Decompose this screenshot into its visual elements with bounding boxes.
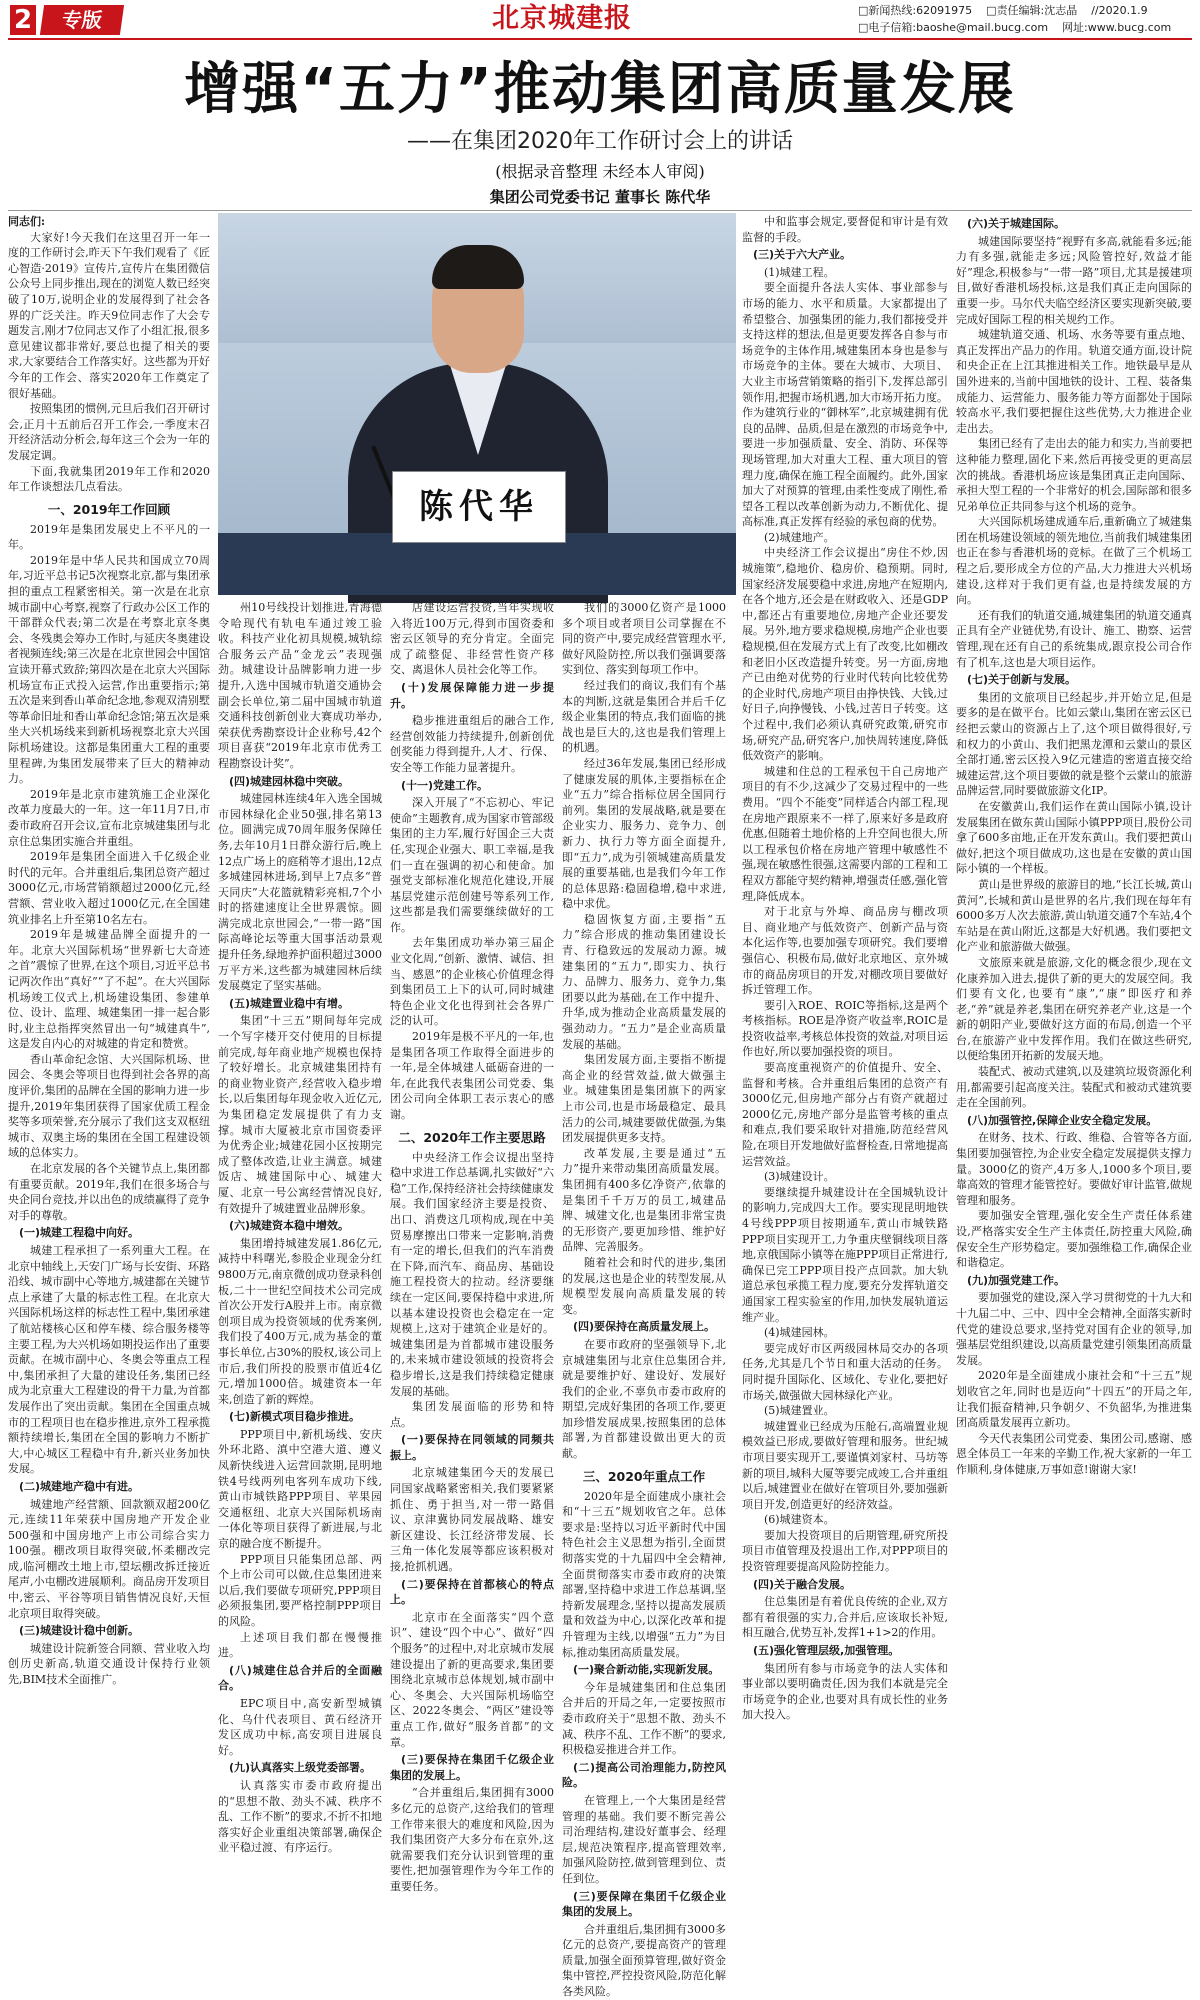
subsection-heading: (四)关于融合发展。 (753, 1577, 852, 1591)
paragraph: 要继续提升城建设计在全国城轨设计的影响力,完成四大工作。要实现昆明地铁4号线PPP项目按期通车,黄山市城铁路PPP项目实现开工,力争重庆壁铜线项目落地,京俄国际小镇等在施PPP项目正常进行,确保已完工PPP项目投产点回款。加大轨道总承包承揽工程力度,要充分发挥轨道交通国家工程实验室的作用,加快发展轨道运维产业。 (742, 1185, 948, 1324)
paragraph: (1)城建工程。 (764, 265, 835, 279)
paragraph: 要高度重视资产的价值提升、安全、监督和考核。合并重组后集团的总资产有3000亿元,但房地产部分占有资产就超过2000亿元,房地产部分是监管考核的重点和难点,我们要采取针对措施,防范经营风险,在项目开发地做好监督检查,日常地提高运营效益。 (742, 1061, 948, 1168)
paragraph: 对于北京与外埠、商品房与棚改项目、商业地产与低效资产、创新产品与资本化运作等,也要加强专项研究。我们要增强信心、积极布局,做好北京地区、京外城市的商品房项目的开发,对棚改项目要做好拆迁管理工作。 (742, 905, 948, 997)
subsection-heading: (三)要保持在集团千亿级企业集团的发展上。 (390, 1753, 554, 1782)
paragraph: 今年是城建集团和住总集团合并后的开局之年,一定要按照市委市政府关于“思想不散、劲头不减、秩序不乱、工作不断”的要求,积极稳妥推进合并工作。 (562, 1680, 726, 1757)
paragraph: 集团已经有了走出去的能力和实力,当前要把这种能力整理,固化下来,然后再接受更的更高层次的挑战。香港机场应该是集团真正走向国际、承担大型工程的一个非常好的机会,国际部和很多兄弟单位正共同参与这个机场的竞争。 (956, 437, 1192, 513)
subsection-heading: (一)聚合新动能,实现新发展。 (573, 1663, 720, 1677)
section-heading: 二、2020年工作主要思路 (398, 1129, 546, 1145)
section-heading: 一、2019年工作回顾 (47, 501, 171, 517)
paragraph: (3)城建设计。 (764, 1170, 835, 1184)
paragraph: 黄山是世界级的旅游目的地,“长江长城,黄山黄河”,长城和黄山是世界的名片,我们现在每年有6000多万人次去旅游,黄山轨道交通7个车站,4个车站是在黄山附近,这都是大好机遇。我们要把文化产业和旅游做大做强。 (956, 877, 1192, 954)
speaker-photo (218, 213, 736, 595)
subsection-heading: (二)提高公司治理能力,防控风险。 (562, 1760, 726, 1790)
paragraph: 在财务、技术、行政、维稳、合管等各方面,集团要加强管控,为企业安全稳定发展提供支撑力量。3000亿的资产,4万多人,1000多个项目,要靠高效的管理才能管控好。要做好审计监管,做规管理和服务。 (956, 1131, 1192, 1207)
paragraph: 去年集团成功举办第三届企业文化周,“创新、激情、诚信、担当、感恩”的企业核心价值理念得到集团员工上下的认可,同时城建特色企业文化也得到社会各界广泛的认可。 (390, 936, 554, 1028)
paragraph: 2019年是城建品牌全面提升的一年。北京大兴国际机场“世界新七大奇迹之首”震惊了世界,在这个项目,习近平总书记两次作出“真好”“了不起”。在大兴国际机场竣工仪式上,机场建设集团、参建单位、设计、监理、城建集团一排一起合影时,业主总指挥突然冒出一句“城建真牛”,这是发自内心的对城建的肯定和赞赏。 (8, 928, 210, 1051)
subsection-heading: (六)关于城建国际。 (967, 217, 1066, 230)
subsection-heading: (二)要保持在首都核心的特点上。 (390, 1577, 554, 1607)
subsection-heading: (十)发展保障能力进一步提升。 (390, 680, 554, 710)
paragraph: (5)城建置业。 (764, 1404, 835, 1418)
paragraph: 按照集团的惯例,元旦后我们召开研讨会,正月十五前后召开工作会,一季度末召开经济活动分析会,每年这三个会为一年的发展定调。 (8, 402, 210, 462)
paragraph: 2019年是集团发展史上不平凡的一年。 (8, 522, 210, 552)
paragraph: 今天代表集团公司党委、集团公司,感谢、感恩全体员工一年来的辛勤工作,祝大家新的一年工作顺利,身体健康,万事如意!谢谢大家! (956, 1431, 1192, 1476)
paragraph: 中和监事会规定,要督促和审计是有效监督的手段。 (742, 215, 948, 244)
hotline: □新闻热线:62091975 (858, 4, 973, 17)
paragraph: 城建设计院新签合同额、营业收入均创历史新高,轨道交通设计保持行业领先,BIM技术全面推广。 (8, 1641, 210, 1687)
paragraph: 城建和住总的工程承包干自己房地产项目的有不少,这减少了交易过程中的一些费用。“四个不能变”同样适合内部工程,现在房地产跟原来不一样了,原来好多是政府优惠,但随着土地价格的上升空间也很大,所以工程承包价格在房地产管理中敏感性不强,现在敏感性很强,这需要内部的工程和工程双方都能守契约精神,增强责任感,强化管理,降低成本。 (742, 764, 948, 903)
paragraph: 要完成好市区两级园林局交办的各项任务,尤其是几个节日和重大活动的任务。同时提升国际化、区域化、专业化,要把好市场关,做强做大园林绿化产业。 (742, 1341, 948, 1402)
page-number: 2 (10, 5, 36, 35)
subsection-heading: (一)要保持在同领域的同频共振上。 (390, 1433, 554, 1462)
paragraph: 改革发展,主要是通过“五力”提升来带动集团高质量发展。集团拥有400多亿净资产,依靠的是集团千千万万的员工,城建品牌、城建文化,也是集团非常宝贵的无形资产,要更加珍惜、维护好品牌、完善服务。 (562, 1146, 726, 1254)
paragraph: 认真落实市委市政府提出的“思想不散、劲头不减、秩序不乱、工作不断”的要求,不折不扣地落实好企业重组决策部署,确保企业平稳过渡、有序运行。 (218, 1778, 382, 1855)
paragraph: 北京市在全面落实“四个意识”、建设“四个中心”、做好“四个服务”的过程中,对北京城市发展建设提出了新的更高要求,集团要围绕北京城市总体规划,城市副中心、冬奥会、大兴国际机场临空区、2022冬奥会、“两区”建设等重点工作,做好“服务首都”的文章。 (390, 1610, 554, 1749)
subheadline: ——在集团2020年工作研讨会上的讲话 (407, 129, 793, 154)
paragraph: “合并重组后,集团拥有3000多亿元的总资产,这给我们的管理工作带来很大的难度和风险,因为我们集团资产大多分布在京外,这就需要我们充分认识到管理的重要性,把加强管理作为今年工作的重要任务。 (390, 1786, 554, 1893)
paragraph: 店建设运营投资,当年实现收入将近100万元,得到市国资委和密云区领导的充分肯定。全面完成了疏整促、非经营性资产移交、离退休人员社会化等工作。 (390, 601, 554, 677)
subsection-heading: (七)关于创新与发展。 (967, 673, 1077, 687)
paragraph: 香山革命纪念馆、大兴国际机场、世园会、冬奥会等项目也得到社会各界的高度评价,集团的品牌在全国的影响力进一步提升,2019年集团获得了国家优质工程金奖等多项荣誉,充分展示了我们这支双枢纽城市、双奥主场的集团在全国工程建设领域的总体实力。 (8, 1052, 210, 1160)
section-tag: 专版 (40, 5, 124, 35)
paragraph: 上述项目我们都在慢慢推进。 (218, 1630, 382, 1660)
subsection-heading: (四)城建园林稳中突破。 (229, 774, 350, 788)
paragraph: (6)城建资本。 (764, 1513, 835, 1527)
subsection-heading: (五)强化管理层级,加强管理。 (753, 1644, 900, 1658)
paragraph: 城建置业已经成为压舱石,高端置业规模效益已形成,要做好管理和服务。世纪城市项目要实现开工,要谨慎刘家村、马坊等新的项目,城科大厦等要完成竣工,合并重组以后,城建置业在做好在管项目外,要加强新项目开发,创造更好的经济效益。 (742, 1419, 948, 1511)
paragraph: 随着社会和时代的进步,集团的发展,这也是企业的转型发展,从规模型发展向高质量发展的转变。 (562, 1255, 726, 1316)
newspaper-name: 北京城建报 (492, 3, 632, 34)
paragraph: 中央经济工作会议提出“房住不炒,因城施策”,稳地价、稳房价、稳预期。同时,国家经济发展要稳中求进,房地产在短期内,在各个地方,还会是在财政收入、还是GDP中,都还占有重要地位,房地产企业还要发展。另外,地方要求稳规模,房地产企业也要稳规模,但在发展方式上有了改变,比如棚改和老旧小区改造提升转变。另一方面,房地产已由绝对优势的行业时代转向比较优势的企业时代,房地产项目由挣快钱、大钱,过好日子,向挣慢钱、小钱,过苦日子转变。这个过程中,我们必须认真研究政策,研究市场,研究产品,研究客户,加快周转速度,降低低效资产的影响。 (742, 546, 948, 763)
subsection-heading: (六)城建资本稳中增效。 (229, 1219, 350, 1233)
paragraph: 要加大投资项目的后期管理,研究所投项目市值管理及投退出工作,对PPP项目的投资管理要提高风险防控能力。 (742, 1528, 948, 1574)
subsection-heading: (八)城建住总合并后的全面融合。 (218, 1663, 382, 1693)
nameplate: 陈代华 (392, 471, 566, 543)
paragraph: 文旅原来就是旅游,文化的概念很少,现在文化康养加入进去,提供了新的更大的发展空间。我们要有文化,也要有“康”,“康”即医疗和养老,“养”就是养老,集团在研究养老产业,这是一个新的朝阳产业,要做好这方面的布局,创造一个平台,在旅游产业中发挥作用。我们在做这些研究,以便给集团开拓新的发展天地。 (956, 955, 1192, 1063)
paragraph: (2)城建地产。 (764, 530, 835, 544)
paragraph: 中央经济工作会议提出坚持稳中求进工作总基调,扎实做好“六稳”工作,保持经济社会持续健康发展。我们国家经济主要是投资、出口、消费这几项构成,现在中美贸易摩擦出口带来一定影响,消费有一定的增长,但我们的汽车消费在下降,而汽车、商品房、基础设施工程投资大的拉动。经济要继续在一定区间,要保持稳中求进,所以基本建设投资也会稳定在一定规模上,这对于建筑企业是好的。城建集团是为首都城市建设服务的,未来城市建设领域的投资将会稳步增长,这是我们持续稳定健康发展的基础。 (390, 1150, 554, 1398)
paragraph: 集团增持城建发展1.86亿元,减持中科曙光,参股企业现金分红9800万元,南京微创成功登录科创板,二十一世纪空间技术公司完成首次公开发行A股并上市。南京微创项目成为投资领域的优秀案例,我们投了400万元,成为基金的董事长单位,占30%的股权,该公司上市后,我们所投的股票市值近4亿元,增加1000倍。城建资本一年来,创造了新的辉煌。 (218, 1236, 382, 1406)
paragraph: 在要市政府的坚强领导下,北京城建集团与北京住总集团合并,就是要维护好、建设好、发展好我们的企业,不辜负市委市政府的期望,完成好集团的各项工作,要更加珍惜发展成果,按照集团的总体部署,为首都建设做出更大的贡献。 (562, 1337, 726, 1461)
header-separator (8, 210, 1192, 211)
paragraph: 2019年是集团全面进入千亿级企业时代的元年。合并重组后,集团总资产超过3000亿元,市场营销额超过2000亿元,经营额、营业收入超过1000亿元,在全国建筑业排名上升至第10名左右。 (8, 850, 210, 926)
byline: 集团公司党委书记 董事长 陈代华 (489, 188, 711, 206)
paragraph: 还有我们的轨道交通,城建集团的轨道交通真正具有全产业链优势,有设计、施工、勘察、运营管理,现在还有自己的系统集成,跟京投公司合作有了机车,这也是大项目运作。 (956, 608, 1192, 669)
editor: □责任编辑:沈志晶 (986, 4, 1078, 17)
paragraph: 要引入ROE、ROIC等指标,这是两个考核指标。ROE是净资产收益率,ROIC是投资收益率,考核总体投资的效益,对项目运作也好,所以要加强投资的项目。 (742, 998, 948, 1059)
article-column-4 (562, 600, 726, 1999)
paragraph: 我们的3000亿资产是1000多个项目或者项目公司掌握在不同的资产中,要完成经营管理水平,做好风险防控,所以我们强调要落实到位、落实到每项工作中。 (562, 601, 726, 677)
paragraph: 在管理上,一个大集团是经营管理的基础。我们要不断完善公司治理结构,建设好董事会、经理层,规范决策程序,提高管理效率,加强风险防控,做到管理到位、责任到位。 (562, 1793, 726, 1885)
paragraph: 装配式、被动式建筑,以及建筑垃圾资源化利用,都需要引起高度关注。装配式和被动式建筑要走在全国前列。 (956, 1065, 1192, 1110)
paragraph: 2019年是中华人民共和国成立70周年,习近平总书记5次视察北京,都与集团承担的重点工程紧密相关。第一次是在北京城市副中心考察,视察了行政办公区工作的干部群众代表;第二次是在考察北京冬奥会、冬残奥会筹办工作时,与延庆冬奥建设者视频连线;第三次是在北京世园会中国馆宣读开幕式致辞;第四次是在北京大兴国际机场宣布正式投入运营,作出重要指示;第五次是来到香山革命纪念地,参观双清别墅等革命旧址和香山革命纪念馆;第五次是乘坐大兴机场线来到新机场视察北京大兴国际机场建设。这都是集团重大工程的重要里程碑,为集团发展带来了巨大的精神动力。 (8, 553, 210, 786)
subsection-heading: (九)认真落实上级党委部署。 (229, 1761, 372, 1775)
headline: 增强“五力”推动集团高质量发展 (184, 57, 1016, 122)
paragraph: 合并重组后,集团拥有3000多亿元的总资产,要提高资产的管理质量,加强全面预算管理,做好资金集中管控,严控投资风险,防范化解各类风险。 (562, 1922, 726, 1999)
paragraph: 大兴国际机场建成通车后,重新确立了城建集团在机场建设领域的领先地位,当前我们城建集团也正在参与香港机场的竞标。在做了三个机场工程之后,要形成全方位的产品,大力推进大兴机场建设,这样对于我们更有益,也是持续发展的方向。 (956, 515, 1192, 607)
paragraph: 稳固恢复方面,主要指“五力”综合形成的推动集团建设长青、行稳致远的发展动力源。城建集团的“五力”,即实力、执行力、品牌力、服务力、竞争力,集团要以此为基础,在工作中提升、升华,成为推动企业高质量发展的强劲动力。“五力”是企业高质量发展的基础。 (562, 912, 726, 1051)
subsection-heading: (五)城建置业稳中有增。 (229, 996, 350, 1010)
paragraph: 2019年是极不平凡的一年,也是集团各项工作取得全面进步的一年,是全体城建人砥砺奋进的一年,在此我代表集团公司党委、集团公司向全体职工表示衷心的感谢。 (390, 1030, 554, 1121)
paragraph: 北京城建集团今天的发展已同国家战略紧密相关,我们要紧紧抓住、勇于担当,对一带一路倡议、京津冀协同发展战略、雄安新区建设、长江经济带发展、长三角一体化发展等都应该积极对接,抢抓机遇。 (390, 1466, 554, 1574)
paragraph: 集团发展面临的形势和特点。 (390, 1400, 554, 1429)
editor-note: (根据录音整理 未经本人审阅) (495, 162, 705, 181)
subsection-heading: (四)要保持在高质量发展上。 (573, 1320, 716, 1334)
paragraph: 集团发展方面,主要指不断提高企业的经营效益,做大做强主业。城建集团是集团旗下的两家上市公司,也是市场最稳定、最具活力的公司,城建要做优做强,为集团发展提供更多支持。 (562, 1053, 726, 1145)
paragraph: 要全面提升各法人实体、事业部参与市场的能力、水平和质量。大家都提出了希望整合、加强集团的能力,我们都接受并支持这样的想法,但是更要发挥各自参与市场竞争的主体作用,城建集团本身也是参与市场竞争的主体。要在大城市、大项目、大业主市场营销策略的指引下,发挥总部引领作用,把握市场机遇,加大市场开拓力度。作为建筑行业的“御林军”,北京城建拥有优良的品牌、品质,但是在激烈的市场竞争中,要进一步加强质量、安全、消防、环保等现场管理,加大对重大工程、重大项目的管理力度,确保在施工程全面履约。此外,国家加大了对预算的管理,由柔性变成了刚性,希望各工程以改革创新为动力,不断优化、提高标准,真正发挥有经验的承包商的优势。 (742, 281, 948, 529)
paragraph: 经过我们的商议,我们有个基本的判断,这就是集团合并后千亿级企业集团的特点,我们面临的挑战也是巨大的,这也是我们管理上的机遇。 (562, 678, 726, 755)
paragraph: 住总集团是有着优良传统的企业,双方都有着很强的实力,合并后,应该取长补短,相互融合,优势互补,发挥1+1>2的作用。 (742, 1595, 948, 1640)
paragraph: 集团“十三五”期间每年完成一个写字楼开交付使用的目标提前完成,每年商业地产规模也保持了较好增长。北京城建集团持有的商业物业资产,经营收入稳步增长,以后集团每年现金收入近亿元,为集团稳定发展提供了有力支撑。城市大厦被北京市国资委评为优秀企业;城建花园小区按期完成了整体改造,让业主满意。城建饭店、城建国际中心、城建大厦、北京一号公寓经营情况良好,有效提升了城建置业品牌形象。 (218, 1014, 382, 1215)
paragraph: 城建轨道交通、机场、水务等要有重点地、真正发挥出产品力的作用。轨道交通方面,设计院和央企正在上江其推进相关工作。地铁最早是从国外进来的,当前中国地铁的设计、工程、装备集成能力、运营能力、服务能力等方面都处于国际较高水平,我们要把握住这些优势,大力推进企业走出去。 (956, 328, 1192, 435)
paragraph: 2019年是北京市建筑施工企业深化改革力度最大的一年。这一年11月7日,市委市政府召开会议,宣布北京城建集团与北京住总集团实施合并重组。 (8, 787, 210, 848)
website[interactable]: 网址:www.bucg.com (1062, 21, 1172, 34)
paragraph: 2020年是全面建成小康社会和“十三五”规划收官之年,同时也是迈向“十四五”的开局之年,让我们振奋精神,只争朝夕、不负韶华,为推进集团高质量发展再立新功。 (956, 1369, 1192, 1430)
paragraph: 城建工程承担了一系列重大工程。在北京中轴线上,天安门广场与长安街、环路沿线、城市副中心等地方,城建都在关键节点上承建了大量的标志性工程。在北京大兴国际机场这样的标志性工程中,集团承建了航站楼核心区和停车楼、综合服务楼等主要工程,为大兴机场如期投运作出了重要贡献。在城市副中心、冬奥会等重点工程中,集团承担了大量的建设任务,集团已经成为北京重大工程建设的骨干力量,为首都发展作出了突出贡献。集团在全国重点城市的工程项目也在稳步推进,京外工程承揽额持续增长,集团在全国的影响力不断扩大,中心城区工程稳中有升,新兴业务加快发展。 (8, 1244, 210, 1476)
paragraph: 要加强党的建设,深入学习贯彻党的十九大和十九届二中、三中、四中全会精神,全面落实新时代党的建设总要求,坚持党对国有企业的领导,加强基层党组织建设,以高质量党建引领集团高质量发展。 (956, 1291, 1192, 1367)
subsection-heading: (三)要保障在集团千亿级企业集团的发展上。 (562, 1889, 726, 1919)
paragraph: 深入开展了“不忘初心、牢记使命”主题教育,成为国家市管部级集团的主力军,履行好国企三大责任,实现企业强大、职工幸福,是我们一直在强调的初心和使命。加强党支部标准化规范化建设,开展基层党建示范创建号等系列工作,这些都是我们需要继续做好的工作。 (390, 796, 554, 934)
paragraph: PPP项目只能集团总部、两个上市公司可以做,住总集团进来以后,我们要做专项研究,PPP项目必须报集团,要严格控制PPP项目的风险。 (218, 1552, 382, 1628)
paragraph: 2020年是全面建成小康社会和“十三五”规划收官之年。总体要求是:坚持以习近平新时代中国特色社会主义思想为指引,全面贯彻落实党的十九届四中全会精神,全面贯彻落实市委市政府的决策部署,坚持稳中求进工作总基调,坚持新发展理念,坚持以提高发展质量和效益为中心,以深化改革和提升管理为主线,以增强“五力”为目标,推动集团高质量发展。 (562, 1489, 726, 1659)
article-column-2 (218, 600, 382, 1855)
header-meta (858, 2, 1185, 36)
subsection-heading: (八)加强管控,保障企业安全稳定发展。 (967, 1113, 1158, 1127)
issue-date: //2020.1.9 (1091, 4, 1148, 17)
paragraph: 集团的文旅项目已经起步,并开始立足,但是要多的是在做平台。比如云蒙山,集团在密云区已经把云蒙山的资源占上了,这个项目做得很好,亏和权力的小黄山、我们把黑龙潭和云蒙山的景区全部打通,密云区投入9亿元建造的密道直接交给城建运营,这个项目要做的就是整个云蒙山的旅游品牌运营,同时要做旅游文化IP。 (956, 690, 1192, 798)
paragraph: 稳步推进重组后的融合工作,经营创效能力持续提升,创新创优创奖能力得到提升,人才、行保、安全等工作能力显著提升。 (390, 714, 554, 774)
subsection-heading: (三)关于六大产业。 (753, 248, 852, 262)
salutation: 同志们: (8, 215, 46, 228)
paragraph: PPP项目中,新机场线、安庆外环北路、滇中空港大道、遵义凤新快线进入运营回款期,昆明地铁4号线两列电客列车成功下线,黄山市城铁路PPP项目、苹果园交通枢纽、北京大兴国际机场南一体化等项目获得了新进展,与北京的融合度不断提升。 (218, 1427, 382, 1551)
header-rule (8, 38, 1192, 40)
article-column-1 (8, 214, 210, 1702)
subsection-heading: (七)新模式项目稳步推进。 (229, 1410, 361, 1424)
paragraph: (4)城建园林。 (764, 1326, 835, 1340)
paragraph: 在安徽黄山,我们运作在黄山国际小镇,设计发展集团在做东黄山国际小镇PPP项目,股份公司拿了600多亩地,正在开发东黄山。我们要把黄山做好,把这个项目做成功,这也是在安徽的黄山国际小镇的一个样板。 (956, 799, 1192, 876)
paragraph: 州10号线投计划推进,青海德令哈现代有轨电车通过竣工验收。科技产业化初具规模,城轨综合服务云产品“金龙云”表现强劲。城建设计品牌影响力进一步提升,入选中国城市轨道交通协会副会长单位,第二届中国城市轨道交通科技创新创业大赛成功举办,荣获优秀勘察设计企业称号,42个项目喜获“2019年北京市优秀工程勘察设计奖”。 (218, 601, 382, 770)
article-column-3 (390, 600, 554, 1893)
subsection-heading: (十一)党建工作。 (401, 778, 489, 792)
subsection-heading: (九)加强党建工作。 (967, 1273, 1066, 1287)
paragraph: 经过36年发展,集团已经形成了健康发展的肌体,主要指标在企业“五力”综合指标位居全国同行前列。集团的发展战略,就是要在企业实力、服务力、竞争力、创新力、执行力等方面全面提升,即“五力”,成为引领城建高质量发展的重要基础,也是我们今年工作的总体思路:稳固稳增,稳中求进,稳中求优。 (562, 756, 726, 911)
paragraph: 城建园林连续4年入选全国城市园林绿化企业50强,排名第13位。圆满完成70周年服务保障任务,去年10月1日群众游行后,晚上12点广场上的庭稍等才退出,12点多城建园林进场,到早上7点多“普天同庆”大花篮就精彩亮相,7个小时的搭建速度让全世界震惊。圆满完成北京世园会,“一带一路”国际高峰论坛等重大国事活动景观提升任务,绿地养护面积超过3000万平方米,这些都为城建园林后续发展奠定了坚实基础。 (218, 792, 382, 993)
paragraph: EPC项目中,高安新型城镇化、乌什代表项目、黄石经济开发区成功中标,高安项目进展良好。 (218, 1696, 382, 1757)
paragraph: 大家好!今天我们在这里召开一年一度的工作研讨会,昨天下午我们观看了《匠心智造·2019》宣传片,宣传片在集团微信公众号上同步推出,现在的浏览人数已经突破了10万,说明企业的发展得到了社会各界的广泛关注。昨天9位同志作了大会专题发言,刚才7位同志又作了小组汇报,很多意见建议都非常好,要总也提了相关的要求,大家要结合工作落实好。这些都为开好今年的工作会、落实2020年工作奠定了很好基础。 (8, 230, 210, 400)
article-column-5 (742, 214, 948, 1722)
page-header (0, 0, 1200, 38)
subsection-heading: (一)城建工程稳中向好。 (19, 1226, 140, 1240)
subsection-heading: (三)城建设计稳中创新。 (19, 1624, 140, 1638)
paragraph: 在北京发展的各个关键节点上,集团都有重要贡献。2019年,我们在很多场合与央企同台竞技,并以出色的成绩赢得了竞争对手的尊敬。 (8, 1162, 210, 1222)
paragraph: 城建国际要坚持“视野有多高,就能看多远;能力有多强,就能走多远;风险管控好,效益才能好”理念,积极参与“一带一路”项目,尤其是援建项目,做好香港机场投标,这是我们真正走向国际的重要一步。马尔代夫临空经济区要实现新突破,要完成好国际工程的相关规约工作。 (956, 234, 1192, 326)
paragraph: 集团所有参与市场竞争的法人实体和事业部以要明确责任,因为我们本就是完全市场竞争的企业,也要对具有成长性的业务加大投入。 (742, 1661, 948, 1722)
paragraph: 城建地产经营额、回款额双超200亿元,连续11年荣获中国房地产开发企业500强和中国房地产上市公司综合实力100强。棚改项目取得突破,怀柔棚改完成,临河棚改土地上市,望坛棚改拆迁接近尾声,小屯棚改进展顺利。商品房开发项目中,密云、平谷等项目销售情况良好,天恒北京项目取得突破。 (8, 1497, 210, 1620)
email[interactable]: □电子信箱:baoshe@mail.bucg.com (858, 21, 1049, 34)
paragraph: 要加强安全管理,强化安全生产责任体系建设,严格落实安全生产主体责任,防控重大风险,确保安全生产形势稳定。要加强维稳工作,确保企业和谐稳定。 (956, 1209, 1192, 1270)
section-heading: 三、2020年重点工作 (582, 1468, 706, 1484)
article-column-6 (956, 214, 1192, 1702)
subsection-heading: (二)城建地产稳中有进。 (19, 1479, 140, 1493)
paragraph: 下面,我就集团2019年工作和2020年工作谈想法几点看法。 (8, 464, 210, 494)
